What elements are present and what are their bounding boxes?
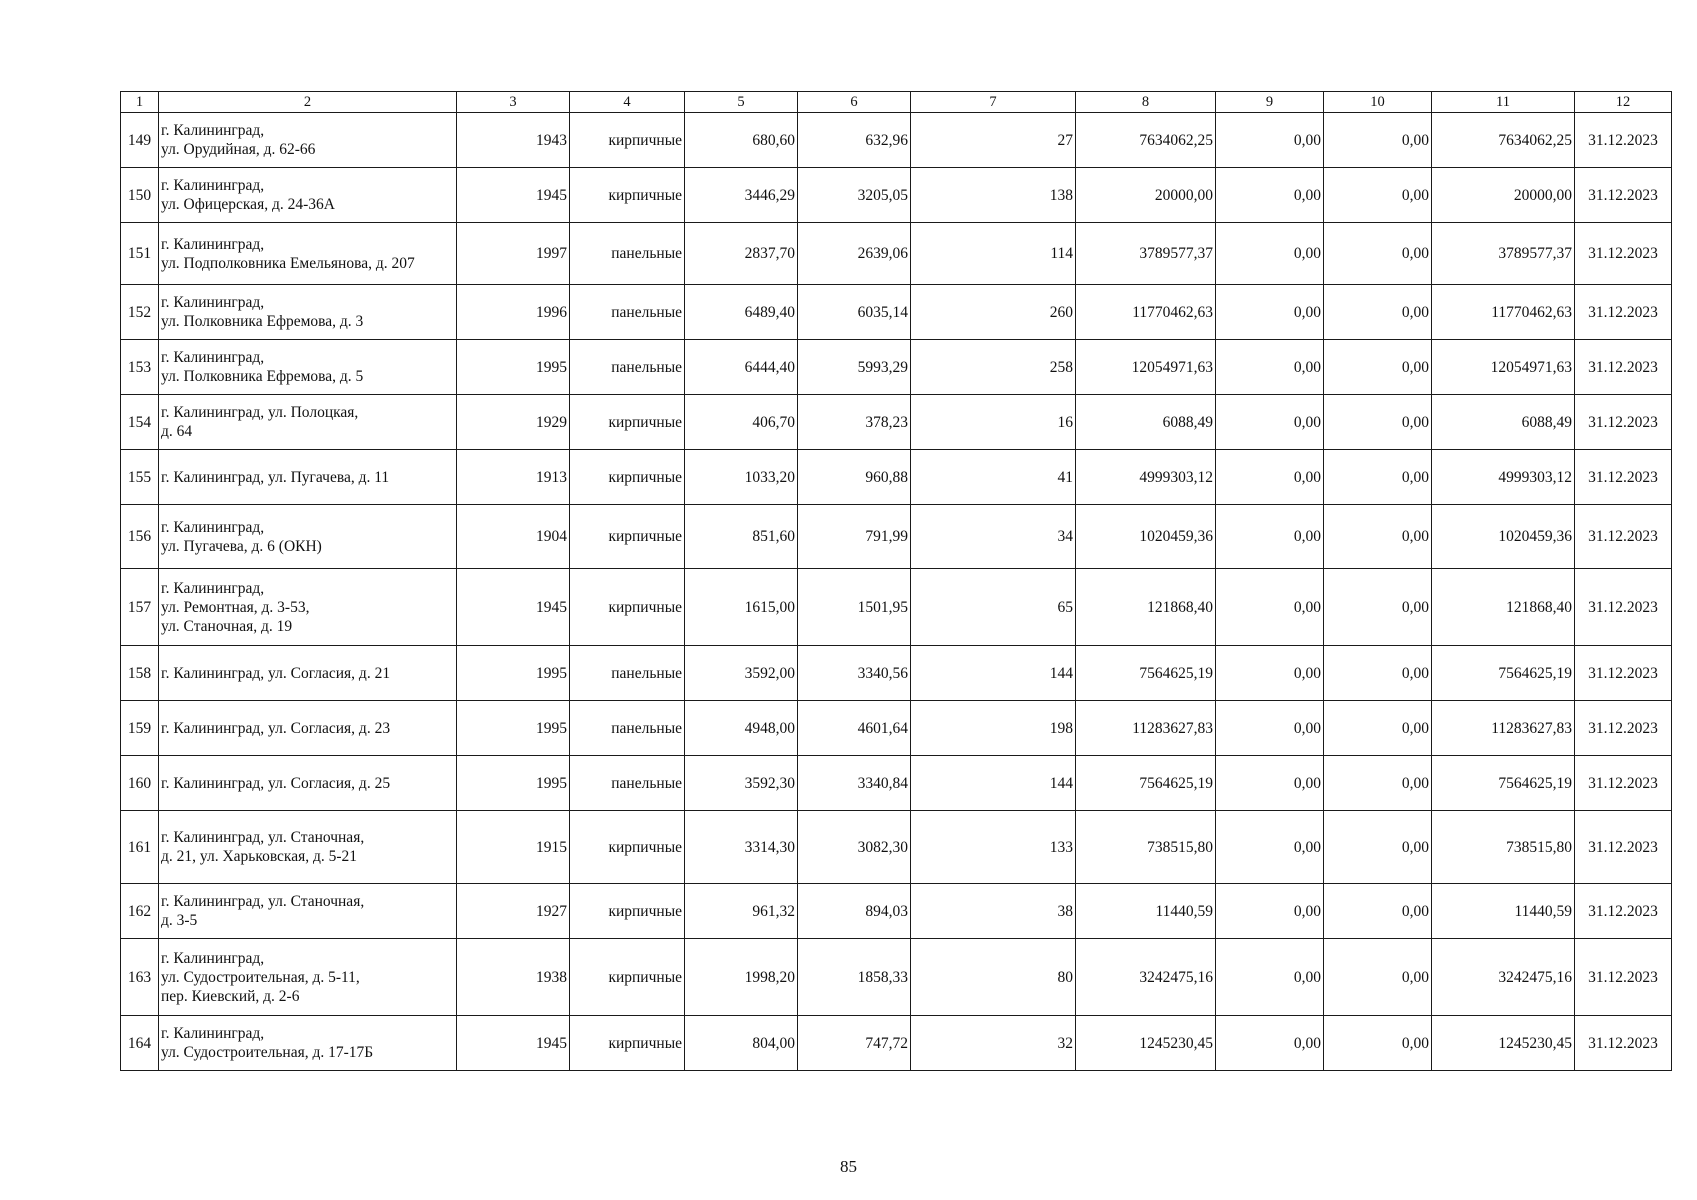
address-line: ул. Полковника Ефремова, д. 3 [161,313,364,330]
table-row [121,340,1672,395]
wall-material-cell: панельные [570,756,685,811]
value-col-11-cell: 121868,40 [1432,569,1575,646]
row-number-cell: 155 [121,450,159,505]
value-col-5-cell: 3314,30 [685,811,798,884]
completion-date-cell: 31.12.2023 [1575,395,1672,450]
value-col-7-cell: 16 [911,395,1076,450]
address-line: г. Калининград, ул. Полоцкая, [161,404,359,421]
row-number-cell: 160 [121,756,159,811]
value-col-10-cell: 0,00 [1324,285,1432,340]
value-col-6-cell: 2639,06 [798,223,911,285]
row-number-cell: 153 [121,340,159,395]
value-col-10-cell: 0,00 [1324,811,1432,884]
value-col-7-cell: 34 [911,505,1076,569]
value-col-7-cell: 133 [911,811,1076,884]
table-row [121,223,1672,285]
value-col-11-cell: 1245230,45 [1432,1016,1575,1071]
wall-material-cell: панельные [570,223,685,285]
address-cell [159,450,457,505]
construction-year-cell: 1904 [457,505,570,569]
column-header: 8 [1076,92,1216,113]
address-cell [159,884,457,939]
value-col-8-cell: 3789577,37 [1076,223,1216,285]
wall-material-cell: кирпичные [570,884,685,939]
row-number-cell: 157 [121,569,159,646]
completion-date-cell: 31.12.2023 [1575,223,1672,285]
address-line: пер. Киевский, д. 2-6 [161,987,300,1005]
row-number-cell: 151 [121,223,159,285]
value-col-6-cell: 791,99 [798,505,911,569]
address-cell [159,340,457,395]
value-col-6-cell: 960,88 [798,450,911,505]
column-header: 12 [1575,92,1672,113]
value-col-9-cell: 0,00 [1216,1016,1324,1071]
buildings-table [120,91,1672,1071]
value-col-5-cell: 4948,00 [685,701,798,756]
table-row [121,1016,1672,1071]
completion-date-cell: 31.12.2023 [1575,939,1672,1016]
address-line: ул. Судостроительная, д. 17-17Б [161,1044,374,1061]
value-col-6-cell: 747,72 [798,1016,911,1071]
address-line: г. Калининград, [161,1025,265,1042]
table-row [121,569,1672,646]
address-line: г. Калининград, ул. Станочная, [161,893,365,910]
table-row [121,505,1672,569]
address-cell [159,505,457,569]
value-col-11-cell: 6088,49 [1432,395,1575,450]
value-col-6-cell: 3082,30 [798,811,911,884]
address-line: д. 64 [161,423,193,440]
value-col-11-cell: 11770462,63 [1432,285,1575,340]
row-number-cell: 152 [121,285,159,340]
completion-date-cell: 31.12.2023 [1575,285,1672,340]
table-row [121,701,1672,756]
address-line: г. Калининград, ул. Согласия, д. 21 [161,664,391,682]
value-col-8-cell: 1020459,36 [1076,505,1216,569]
value-col-8-cell: 7564625,19 [1076,646,1216,701]
value-col-8-cell: 738515,80 [1076,811,1216,884]
value-col-9-cell: 0,00 [1216,756,1324,811]
address-line: ул. Судостроительная, д. 5-11, [161,968,360,986]
address-line: ул. Орудийная, д. 62-66 [161,141,316,158]
value-col-11-cell: 738515,80 [1432,811,1575,884]
construction-year-cell: 1995 [457,646,570,701]
value-col-8-cell: 7634062,25 [1076,113,1216,168]
table-row [121,395,1672,450]
value-col-8-cell: 3242475,16 [1076,939,1216,1016]
value-col-10-cell: 0,00 [1324,223,1432,285]
address-cell [159,569,457,646]
address-cell [159,1016,457,1071]
value-col-10-cell: 0,00 [1324,168,1432,223]
value-col-9-cell: 0,00 [1216,223,1324,285]
address-line: г. Калининград, [161,518,265,536]
address-line: г. Калининград, [161,235,265,253]
value-col-7-cell: 41 [911,450,1076,505]
completion-date-cell: 31.12.2023 [1575,646,1672,701]
value-col-6-cell: 3340,84 [798,756,911,811]
address-cell [159,395,457,450]
value-col-11-cell: 12054971,63 [1432,340,1575,395]
value-col-8-cell: 11440,59 [1076,884,1216,939]
address-cell [159,811,457,884]
table-row [121,811,1672,884]
value-col-9-cell: 0,00 [1216,113,1324,168]
value-col-5-cell: 1033,20 [685,450,798,505]
value-col-9-cell: 0,00 [1216,646,1324,701]
completion-date-cell: 31.12.2023 [1575,505,1672,569]
construction-year-cell: 1913 [457,450,570,505]
construction-year-cell: 1927 [457,884,570,939]
row-number-cell: 161 [121,811,159,884]
page-number: 85 [840,1157,857,1176]
construction-year-cell: 1915 [457,811,570,884]
wall-material-cell: панельные [570,646,685,701]
address-line: ул. Станочная, д. 19 [161,617,293,635]
address-line: г. Калининград, ул. Станочная, [161,829,365,846]
address-line: г. Калининград, ул. Пугачева, д. 11 [161,468,390,486]
address-line: г. Калининград, [161,349,265,366]
column-number-header-row [121,92,1672,113]
value-col-6-cell: 632,96 [798,113,911,168]
value-col-9-cell: 0,00 [1216,569,1324,646]
value-col-5-cell: 1615,00 [685,569,798,646]
value-col-6-cell: 3340,56 [798,646,911,701]
value-col-11-cell: 20000,00 [1432,168,1575,223]
completion-date-cell: 31.12.2023 [1575,1016,1672,1071]
value-col-10-cell: 0,00 [1324,395,1432,450]
value-col-9-cell: 0,00 [1216,285,1324,340]
value-col-9-cell: 0,00 [1216,701,1324,756]
address-line: г. Калининград, ул. Согласия, д. 23 [161,719,391,737]
wall-material-cell: кирпичные [570,450,685,505]
value-col-5-cell: 3592,30 [685,756,798,811]
value-col-10-cell: 0,00 [1324,939,1432,1016]
value-col-9-cell: 0,00 [1216,395,1324,450]
wall-material-cell: кирпичные [570,505,685,569]
address-line: г. Калининград, [161,122,265,139]
construction-year-cell: 1938 [457,939,570,1016]
value-col-5-cell: 6444,40 [685,340,798,395]
value-col-10-cell: 0,00 [1324,884,1432,939]
address-line: ул. Подполковника Емельянова, д. 207 [161,254,415,272]
construction-year-cell: 1995 [457,340,570,395]
value-col-5-cell: 680,60 [685,113,798,168]
value-col-11-cell: 7564625,19 [1432,646,1575,701]
wall-material-cell: кирпичные [570,168,685,223]
row-number-cell: 149 [121,113,159,168]
construction-year-cell: 1945 [457,1016,570,1071]
value-col-5-cell: 406,70 [685,395,798,450]
value-col-9-cell: 0,00 [1216,340,1324,395]
column-header: 2 [159,92,457,113]
value-col-7-cell: 80 [911,939,1076,1016]
value-col-9-cell: 0,00 [1216,811,1324,884]
value-col-10-cell: 0,00 [1324,505,1432,569]
address-cell [159,756,457,811]
value-col-8-cell: 12054971,63 [1076,340,1216,395]
value-col-11-cell: 11283627,83 [1432,701,1575,756]
construction-year-cell: 1995 [457,756,570,811]
construction-year-cell: 1943 [457,113,570,168]
address-cell [159,646,457,701]
value-col-9-cell: 0,00 [1216,505,1324,569]
row-number-cell: 163 [121,939,159,1016]
column-header: 4 [570,92,685,113]
value-col-5-cell: 2837,70 [685,223,798,285]
value-col-10-cell: 0,00 [1324,756,1432,811]
value-col-11-cell: 11440,59 [1432,884,1575,939]
value-col-6-cell: 4601,64 [798,701,911,756]
value-col-11-cell: 3242475,16 [1432,939,1575,1016]
wall-material-cell: панельные [570,285,685,340]
value-col-9-cell: 0,00 [1216,450,1324,505]
wall-material-cell: кирпичные [570,811,685,884]
value-col-10-cell: 0,00 [1324,450,1432,505]
column-header: 6 [798,92,911,113]
value-col-5-cell: 1998,20 [685,939,798,1016]
value-col-9-cell: 0,00 [1216,168,1324,223]
address-line: ул. Офицерская, д. 24-36А [161,196,335,213]
value-col-10-cell: 0,00 [1324,113,1432,168]
value-col-7-cell: 27 [911,113,1076,168]
row-number-cell: 156 [121,505,159,569]
address-cell [159,939,457,1016]
wall-material-cell: панельные [570,340,685,395]
completion-date-cell: 31.12.2023 [1575,701,1672,756]
value-col-10-cell: 0,00 [1324,340,1432,395]
table-row [121,168,1672,223]
wall-material-cell: кирпичные [570,939,685,1016]
address-line: д. 3-5 [161,912,198,929]
value-col-6-cell: 5993,29 [798,340,911,395]
construction-year-cell: 1995 [457,701,570,756]
table-row [121,884,1672,939]
wall-material-cell: кирпичные [570,1016,685,1071]
address-cell [159,113,457,168]
address-cell [159,223,457,285]
column-header: 5 [685,92,798,113]
value-col-8-cell: 7564625,19 [1076,756,1216,811]
value-col-8-cell: 11770462,63 [1076,285,1216,340]
address-line: г. Калининград, [161,177,265,194]
value-col-6-cell: 3205,05 [798,168,911,223]
construction-year-cell: 1996 [457,285,570,340]
value-col-6-cell: 1501,95 [798,569,911,646]
value-col-5-cell: 3592,00 [685,646,798,701]
value-col-5-cell: 804,00 [685,1016,798,1071]
row-number-cell: 154 [121,395,159,450]
column-header: 7 [911,92,1076,113]
table-row [121,450,1672,505]
value-col-10-cell: 0,00 [1324,569,1432,646]
value-col-7-cell: 260 [911,285,1076,340]
table-body [121,92,1672,1071]
value-col-7-cell: 258 [911,340,1076,395]
value-col-7-cell: 65 [911,569,1076,646]
completion-date-cell: 31.12.2023 [1575,884,1672,939]
construction-year-cell: 1945 [457,168,570,223]
value-col-6-cell: 6035,14 [798,285,911,340]
value-col-7-cell: 144 [911,756,1076,811]
construction-year-cell: 1945 [457,569,570,646]
value-col-8-cell: 1245230,45 [1076,1016,1216,1071]
address-line: г. Калининград, ул. Согласия, д. 25 [161,774,391,792]
completion-date-cell: 31.12.2023 [1575,450,1672,505]
completion-date-cell: 31.12.2023 [1575,168,1672,223]
column-header: 1 [121,92,159,113]
value-col-5-cell: 3446,29 [685,168,798,223]
address-line: г. Калининград, [161,294,265,311]
row-number-cell: 162 [121,884,159,939]
value-col-8-cell: 6088,49 [1076,395,1216,450]
value-col-8-cell: 121868,40 [1076,569,1216,646]
value-col-10-cell: 0,00 [1324,646,1432,701]
column-header: 3 [457,92,570,113]
construction-year-cell: 1929 [457,395,570,450]
value-col-11-cell: 4999303,12 [1432,450,1575,505]
value-col-10-cell: 0,00 [1324,1016,1432,1071]
value-col-10-cell: 0,00 [1324,701,1432,756]
column-header: 10 [1324,92,1432,113]
table-row [121,756,1672,811]
completion-date-cell: 31.12.2023 [1575,340,1672,395]
table-row [121,646,1672,701]
column-header: 9 [1216,92,1324,113]
column-header: 11 [1432,92,1575,113]
table-row [121,113,1672,168]
address-cell [159,168,457,223]
value-col-7-cell: 144 [911,646,1076,701]
wall-material-cell: кирпичные [570,569,685,646]
value-col-9-cell: 0,00 [1216,884,1324,939]
value-col-6-cell: 378,23 [798,395,911,450]
completion-date-cell: 31.12.2023 [1575,569,1672,646]
row-number-cell: 158 [121,646,159,701]
wall-material-cell: панельные [570,701,685,756]
value-col-5-cell: 961,32 [685,884,798,939]
value-col-6-cell: 894,03 [798,884,911,939]
value-col-11-cell: 7564625,19 [1432,756,1575,811]
completion-date-cell: 31.12.2023 [1575,756,1672,811]
value-col-7-cell: 138 [911,168,1076,223]
value-col-7-cell: 38 [911,884,1076,939]
value-col-6-cell: 1858,33 [798,939,911,1016]
completion-date-cell: 31.12.2023 [1575,113,1672,168]
row-number-cell: 159 [121,701,159,756]
value-col-5-cell: 851,60 [685,505,798,569]
value-col-7-cell: 32 [911,1016,1076,1071]
address-line: ул. Пугачева, д. 6 (ОКН) [161,537,322,555]
value-col-8-cell: 4999303,12 [1076,450,1216,505]
wall-material-cell: кирпичные [570,395,685,450]
row-number-cell: 164 [121,1016,159,1071]
address-cell [159,701,457,756]
value-col-11-cell: 1020459,36 [1432,505,1575,569]
row-number-cell: 150 [121,168,159,223]
value-col-8-cell: 11283627,83 [1076,701,1216,756]
construction-year-cell: 1997 [457,223,570,285]
table-row [121,939,1672,1016]
completion-date-cell: 31.12.2023 [1575,811,1672,884]
value-col-11-cell: 7634062,25 [1432,113,1575,168]
table-row [121,285,1672,340]
address-cell [159,285,457,340]
address-line: г. Калининград, [161,949,265,967]
address-line: ул. Полковника Ефремова, д. 5 [161,368,364,385]
value-col-11-cell: 3789577,37 [1432,223,1575,285]
address-line: г. Калининград, [161,579,265,597]
value-col-7-cell: 114 [911,223,1076,285]
address-line: д. 21, ул. Харьковская, д. 5-21 [161,848,358,865]
address-line: ул. Ремонтная, д. 3-53, [161,598,310,616]
wall-material-cell: кирпичные [570,113,685,168]
value-col-9-cell: 0,00 [1216,939,1324,1016]
value-col-7-cell: 198 [911,701,1076,756]
value-col-5-cell: 6489,40 [685,285,798,340]
value-col-8-cell: 20000,00 [1076,168,1216,223]
